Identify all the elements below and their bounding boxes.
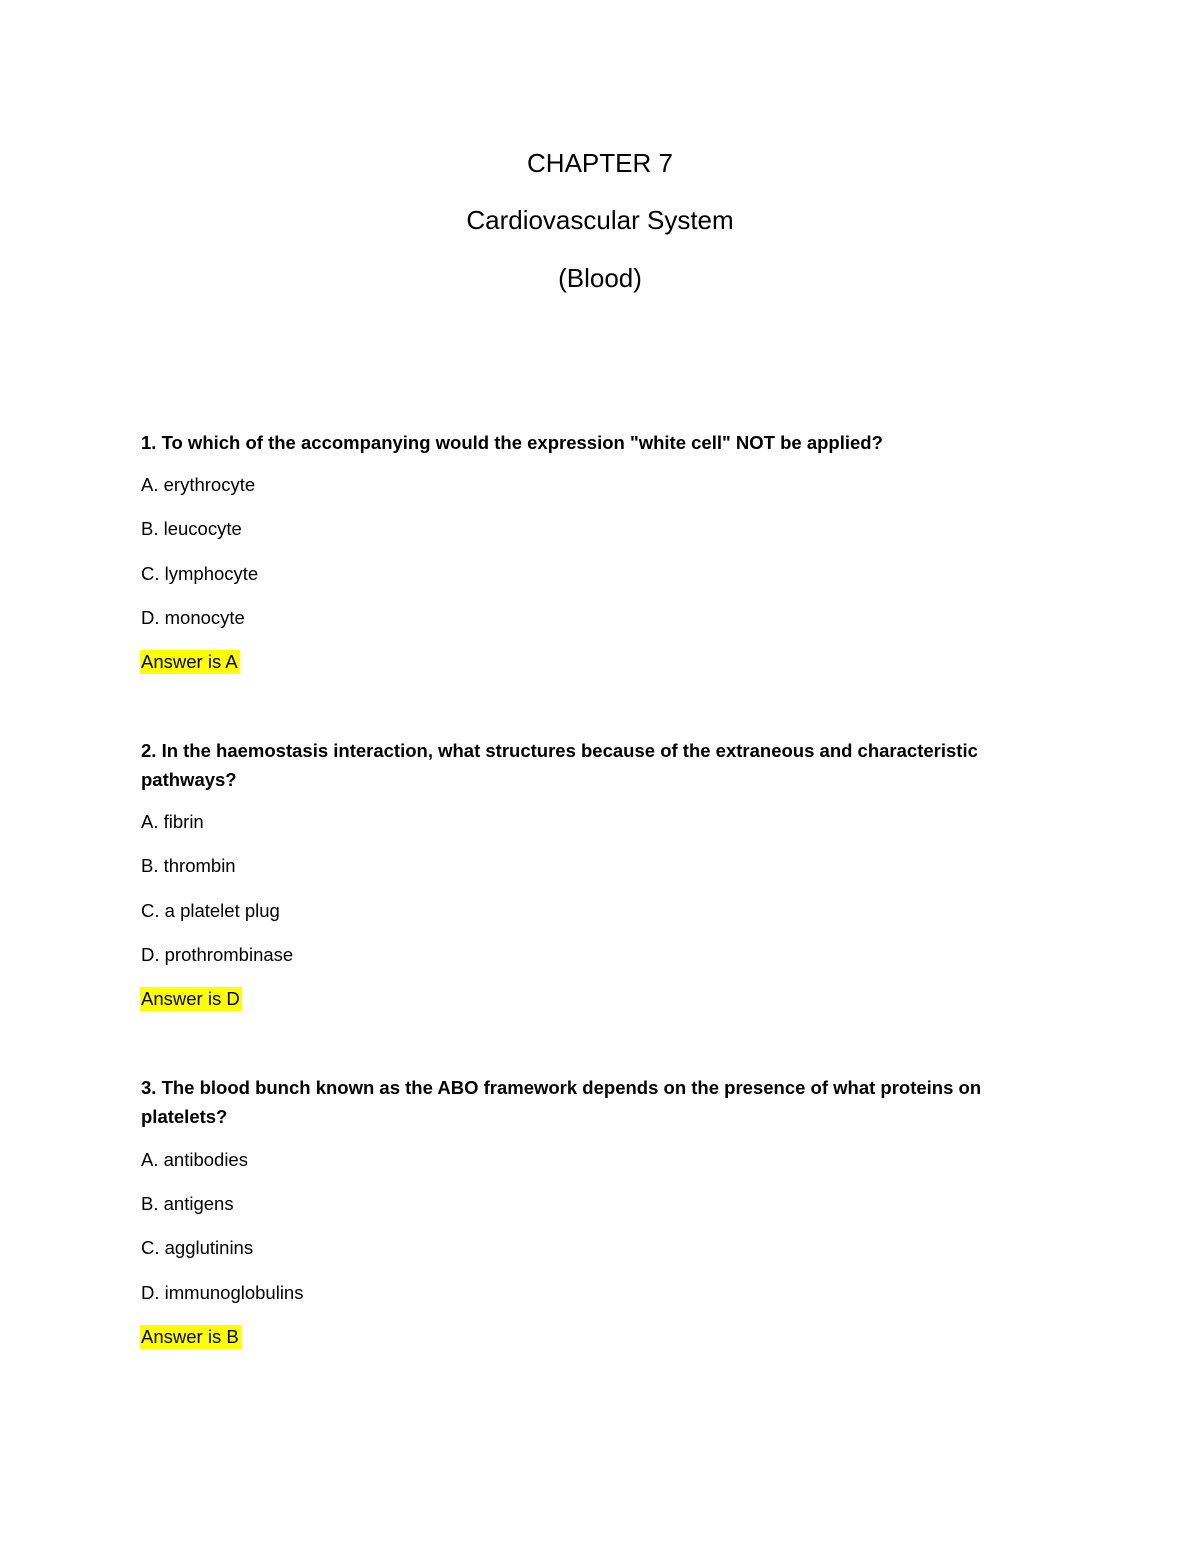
question-2-option-c: C. a platelet plug	[141, 900, 280, 921]
question-3-option-c: C. agglutinins	[141, 1237, 254, 1258]
question-1-answer: Answer is A	[141, 651, 238, 672]
question-2-option-d: D. prothrombinase	[141, 944, 294, 965]
question-1-option-b: B. leucocyte	[141, 518, 242, 539]
question-1-option-a: A. erythrocyte	[141, 474, 256, 495]
question-1-text: 1. To which of the accompanying would the expression "white cell" NOT be applied?	[141, 432, 883, 453]
question-1-option-d: D. monocyte	[141, 607, 245, 628]
question-3-answer: Answer is B	[141, 1326, 239, 1347]
question-1-option-c: C. lymphocyte	[141, 563, 259, 584]
question-2-text: 2. In the haemostasis interaction, what structures because of the extraneous and characteristic pathways?	[141, 740, 978, 790]
question-2-option-a: A. fibrin	[141, 811, 204, 832]
question-3-option-d: D. immunoglobulins	[141, 1282, 304, 1303]
question-2-option-b: B. thrombin	[141, 855, 236, 876]
chapter-topic: (Blood)	[558, 263, 642, 293]
question-2-answer: Answer is D	[141, 988, 240, 1009]
chapter-title: CHAPTER 7	[527, 148, 673, 178]
question-3-option-a: A. antibodies	[141, 1149, 248, 1170]
question-3-option-b: B. antigens	[141, 1193, 234, 1214]
chapter-subject: Cardiovascular System	[466, 205, 734, 235]
question-3-text: 3. The blood bunch known as the ABO framework depends on the presence of what proteins on platelets?	[141, 1077, 982, 1127]
